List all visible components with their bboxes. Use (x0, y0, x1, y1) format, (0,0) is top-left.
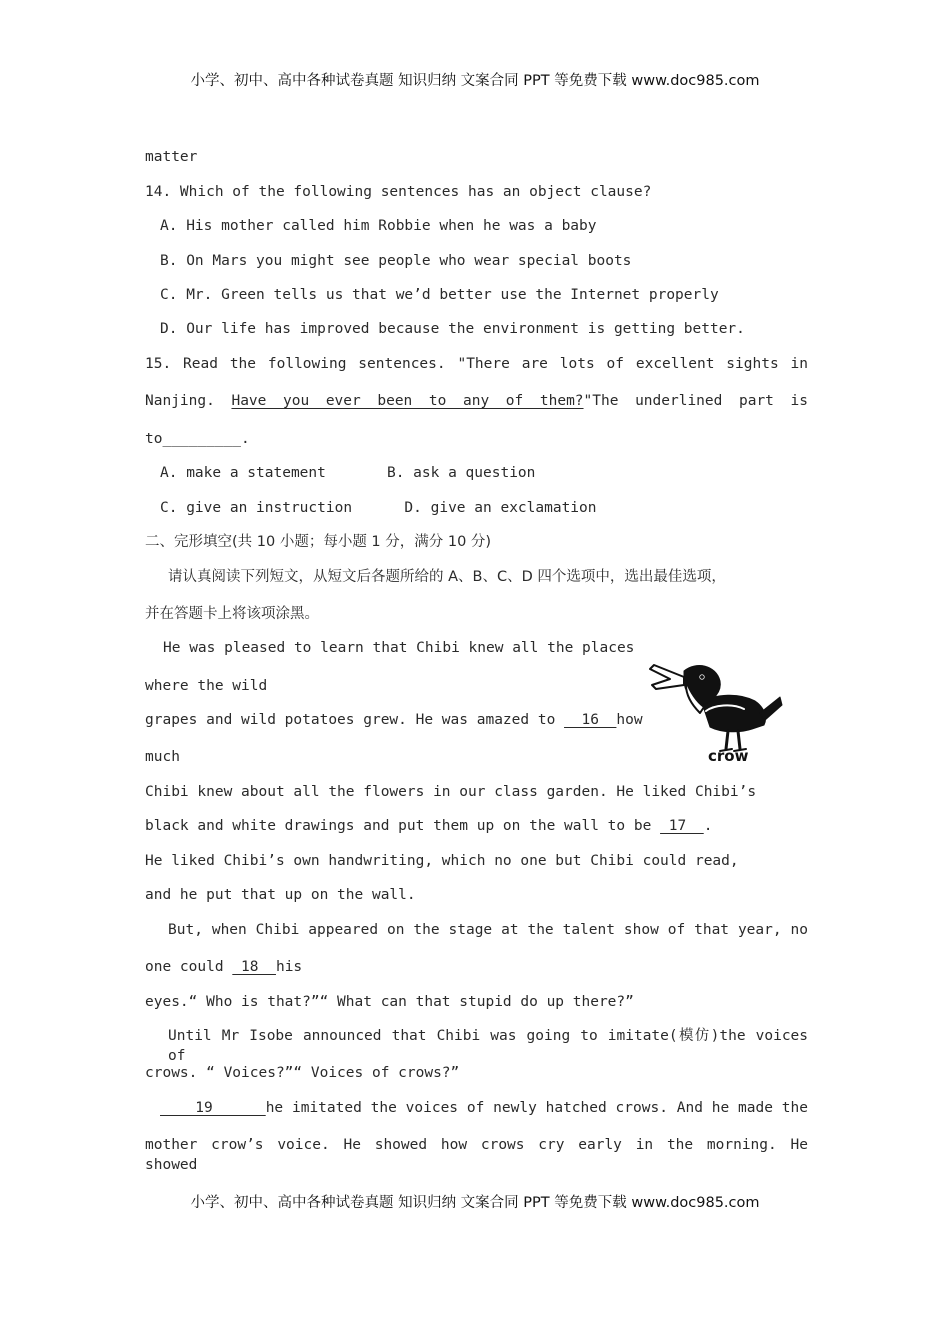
options-15cd: C. give an instruction D. give an exclamation (160, 500, 597, 516)
text-fragment: 模仿 (677, 1028, 711, 1044)
option-14a: A. His mother called him Robbie when he was a baby (160, 218, 597, 234)
question-15: 15. Read the following sentences. "There are lots of excellent sights in (145, 356, 808, 372)
question-15-line2 (145, 391, 808, 411)
blank-19: 19 (160, 1100, 266, 1116)
crow-illustration (640, 655, 785, 765)
question-15-line3 (145, 429, 808, 449)
page-footer: 小学、初中、高中各种试卷真题 知识归纳 文案合同 PPT 等免费下载 www.doc985.com (190, 1195, 760, 1211)
option-14c: C. Mr. Green tells us that we’d better use the Internet properly (160, 287, 719, 303)
text-fragment: . (241, 431, 250, 447)
page-header: 小学、初中、高中各种试卷真题 知识归纳 文案合同 PPT 等免费下载 www.doc985.com (190, 73, 760, 89)
text-fragment: one could (145, 959, 233, 975)
section-2-heading: 二、完形填空(共 10 小题；每小题 1 分，满分 10 分) (145, 534, 492, 550)
crow-icon (650, 665, 782, 751)
text-fragment: he imitated the voices of newly hatched crows. And he made the (265, 1100, 808, 1116)
option-14d: D. Our life has improved because the environment is getting better. (160, 321, 745, 337)
text-fragment: black and white drawings and put them up on the wall to be (145, 818, 661, 834)
question-14: 14. Which of the following sentences has an object clause? (145, 184, 652, 200)
options-15ab: A. make a statement B. ask a question (160, 465, 536, 481)
passage-line: eyes.“ Who is that?”“ What can that stupid do up there?” (145, 994, 634, 1010)
passage-line: He liked Chibi’s own handwriting, which no one but Chibi could read, (145, 853, 739, 869)
text-fragment: . (703, 818, 713, 834)
text-line: matter (145, 149, 198, 165)
blank-16: 16 (564, 712, 617, 728)
text-fragment: )the voices of (168, 1028, 809, 1064)
text-fragment: Until Mr Isobe announced that Chibi was going to imitate( (168, 1028, 678, 1044)
blank-17: 17 (660, 818, 704, 834)
passage-line: But, when Chibi appeared on the stage at the talent show of that year, no (168, 922, 808, 938)
text-fragment: "The underlined part is (583, 393, 808, 409)
passage-line: where the wild (145, 678, 268, 694)
text-fragment: to (145, 431, 163, 447)
passage-line (168, 1026, 808, 1066)
passage-line (160, 1098, 808, 1118)
passage-line: He was pleased to learn that Chibi knew all the places (163, 640, 635, 656)
passage-line: Chibi knew about all the flowers in our class garden. He liked Chibi’s (145, 784, 757, 800)
passage-line: crows. “ Voices?”“ Voices of crows?” (145, 1065, 460, 1081)
crow-caption: crow (708, 747, 749, 765)
passage-line (145, 816, 808, 836)
text-fragment: Nanjing. (145, 393, 215, 409)
text-fragment: how (616, 712, 643, 728)
passage-line: and he put that up on the wall. (145, 887, 416, 903)
text-fragment: grapes and wild potatoes grew. He was amazed to (145, 712, 565, 728)
passage-line: much (145, 749, 180, 765)
option-14b: B. On Mars you might see people who wear special boots (160, 253, 632, 269)
instruction-line-1: 请认真阅读下列短文，从短文后各题所给的 A、B、C、D 四个选项中，选出最佳选项， (168, 569, 726, 585)
passage-line: mother crow’s voice. He showed how crows cry early in the morning. He showed (145, 1137, 808, 1173)
text-fragment: his (275, 959, 303, 975)
instruction-line-2: 并在答题卡上将该项涂黑。 (145, 606, 319, 622)
passage-line (145, 957, 808, 977)
underlined-sentence: Have you ever been to any of them? (231, 393, 584, 409)
answer-blank: _________ (162, 431, 242, 447)
blank-18: 18 (232, 959, 276, 975)
